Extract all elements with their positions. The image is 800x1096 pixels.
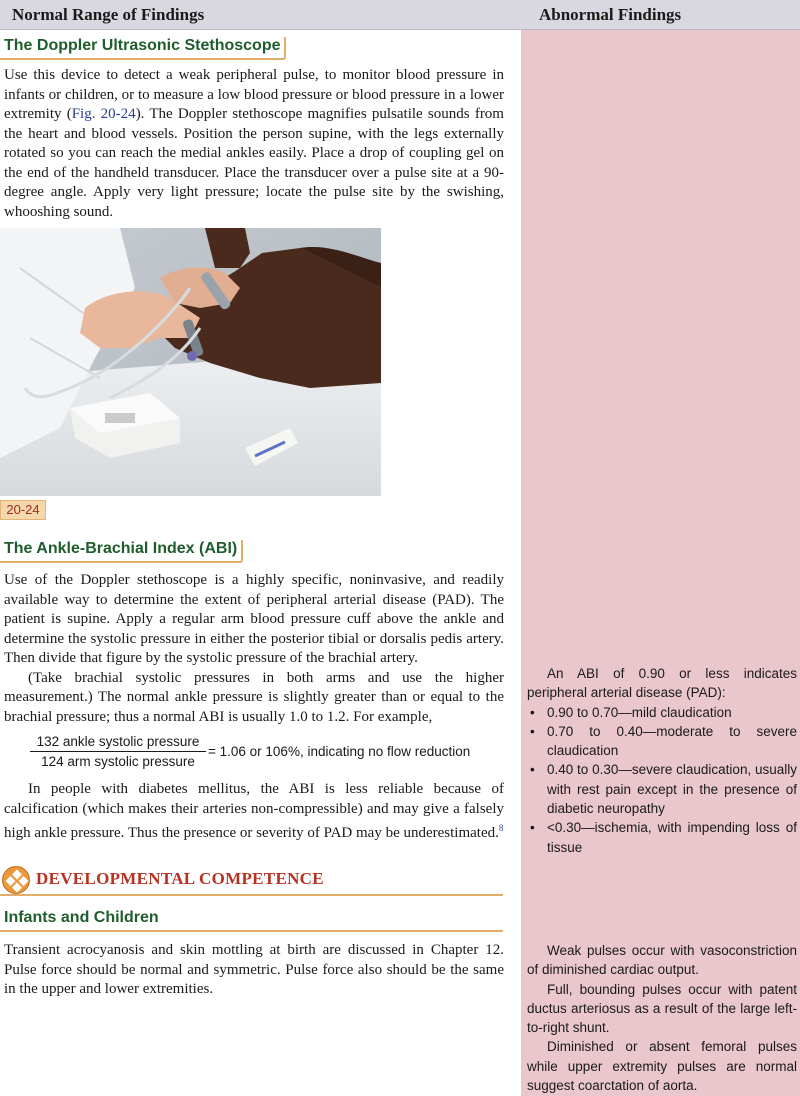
- weak-pulses-note: Weak pulses occur with vasoconstriction of diminished cardiac output.: [527, 943, 797, 978]
- page-header: [0, 0, 800, 30]
- abi-paragraph-1: Use of the Doppler stethoscope is a highly specific, noninvasive, and readily available way to determine the extent of peripheral arterial disease (PAD). The patient is supine. Apply a regular arm blood pressure cuff above the ankle and determine the systolic pressure in either the posterior tibial or dorsalis pedis artery. Then divide that figure by the systolic pressure of the brachial artery.: [4, 572, 504, 666]
- abi-paragraphs: [4, 571, 504, 727]
- doppler-heading: The Doppler Ultrasonic Stethoscope: [0, 37, 286, 60]
- list-item: • 0.40 to 0.30—severe claudication, usually with rest pain except in the presence of diabetic neuropathy: [527, 760, 797, 818]
- formula-denominator: 124 arm systolic pressure: [41, 754, 195, 769]
- formula-result: = 1.06 or 106%, indicating no flow reduction: [208, 744, 471, 759]
- figure-label: 20-24: [0, 500, 46, 520]
- developmental-competence-title: DEVELOPMENTAL COMPETENCE: [36, 869, 324, 888]
- figure-reference-link[interactable]: Fig. 20-24: [71, 106, 136, 122]
- abi-heading: The Ankle-Brachial Index (ABI): [0, 540, 243, 563]
- abnormal-findings-column-title: Abnormal Findings: [539, 5, 682, 24]
- formula-numerator: 132 ankle systolic pressure: [30, 734, 206, 752]
- pulse-abnormal-findings: [527, 941, 797, 1095]
- abi-paragraph-2: (Take brachial systolic pressures in both arms and use the higher measurement.) The normal ankle pressure is slightly greater than or equal to the brachial pressure; thus a normal ABI is usually 1.0 to 1.2. For example,: [4, 669, 504, 725]
- doppler-text-start: Use this device to detect a weak peripheral pulse, to monitor blood pressure in infants or children, or to measure a low blood pressure or blood pressure in a lower extremity (: [4, 67, 504, 122]
- abi-abnormal-findings: [527, 664, 797, 857]
- abi-fraction: [30, 734, 206, 769]
- list-item: • <0.30—ischemia, with impending loss of tissue: [527, 818, 797, 857]
- list-item: • 0.70 to 0.40—moderate to severe claudication: [527, 722, 797, 761]
- abi-abnormal-intro: An ABI of 0.90 or less indicates peripheral arterial disease (PAD):: [527, 666, 797, 701]
- list-item: • 0.90 to 0.70—mild claudication: [527, 703, 797, 722]
- normal-findings-column-title: Normal Range of Findings: [12, 5, 205, 24]
- abi-classification-list: [527, 703, 797, 857]
- abi-formula: [22, 734, 502, 774]
- abnormal-findings-column: [521, 30, 800, 1096]
- doppler-paragraph: [4, 66, 504, 222]
- abi-diabetes-paragraph: [4, 780, 504, 844]
- diamond-ornament-icon: [2, 866, 30, 894]
- infants-children-heading: Infants and Children: [0, 909, 503, 932]
- doppler-exam-photo: [0, 228, 381, 496]
- developmental-competence-banner: [0, 864, 503, 896]
- infants-paragraph: Transient acrocyanosis and skin mottling at birth are discussed in Chapter 12. Pulse force should be normal and symmetric. Pulse force also should be the same in the upper and lower extremities.: [4, 942, 504, 997]
- doppler-text-end: ). The Doppler stethoscope magnifies pulsatile sounds from the heart and blood vessels. Position the person supine, with the legs externally rotated so you can reach the medial ankles easily. Place a drop of coupling gel on the end of the handheld transducer. Place the transducer over a pulse site at a 90-degree angle. Apply very light pressure; locate the pulse site by the swishing, whooshing sound.: [4, 106, 504, 220]
- bounding-pulses-note: Full, bounding pulses occur with patent ductus arteriosus as a result of the large left-to-right shunt.: [527, 981, 797, 1036]
- abi-paragraph-3: In people with diabetes mellitus, the ABI is less reliable because of calcification (which makes their arteries non-compressible) and may give a falsely high ankle pressure. Thus the presence or severity of PAD may be underestimated.: [4, 781, 504, 841]
- femoral-pulses-note: Diminished or absent femoral pulses while upper extremity pulses are normal suggest coarctation of aorta.: [527, 1039, 797, 1094]
- reference-superscript[interactable]: 8: [498, 823, 504, 833]
